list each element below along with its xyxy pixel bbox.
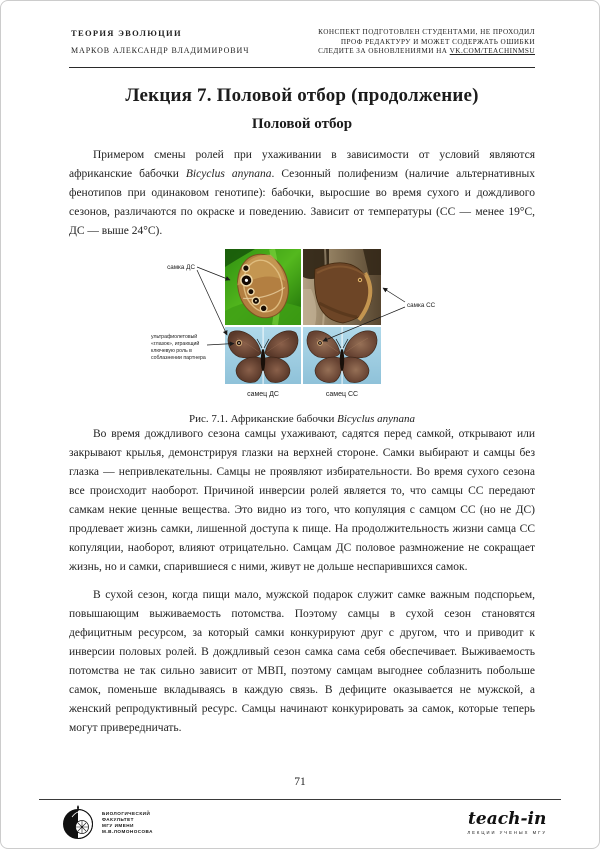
paragraph-1 xyxy=(69,146,535,241)
photo-male-ss xyxy=(303,327,381,384)
svg-text:ключевую роль в: ключевую роль в xyxy=(151,348,192,354)
figure-caption-text: Рис. 7.1. Африканские бабочки xyxy=(188,413,338,425)
figure-caption xyxy=(69,413,535,425)
annotation-arrow xyxy=(197,270,227,335)
label-female-ds: самка ДС xyxy=(167,264,195,271)
photo-female-ds xyxy=(225,249,301,325)
svg-text:ультрафиолетовый: ультрафиолетовый xyxy=(151,334,198,340)
teach-in-logo xyxy=(467,811,547,835)
disclaimer-line-1: КОНСПЕКТ ПОДГОТОВЛЕН СТУДЕНТАМИ, НЕ ПРОХОДИЛ xyxy=(318,28,535,36)
disclaimer-line-3 xyxy=(318,47,535,57)
svg-text:«глазок», играющий: «глазок», играющий xyxy=(151,341,200,347)
paragraph-2: Во время дождливого сезона самцы ухаживают, садятся перед самкой, открывают или закрывают крылья, демонстрируя глазки на верхней стороне. Самки выбирают и самцы без глазка — непривлекательны. Самцы не проявляют избирательности. Во время сухого сезона все происходит наоборот. Причиной инверсии ролей является то, что самцы СС передают самкам некие ценные вещества. Это видно из того, что копуляция с самцом СС (но не ДС) продлевает жизнь самки, лишенной доступа к пище. На продолжительность жизни самца СС копуляции, наоборот, влияют отрицательно. Самцам ДС половое размножение не сокращает жизнь, но и самки, спарившиеся с ними, живут не дольше неспарившихся самок. xyxy=(69,428,535,573)
author-name: МАРКОВ АЛЕКСАНДР ВЛАДИМИРОВИЧ xyxy=(71,46,250,55)
label-female-ss: самка СС xyxy=(407,302,436,309)
paragraph-1-text: Примером смены ролей при ухаживании в зависимости от условий являются африканские бабочки xyxy=(69,149,535,180)
vk-link[interactable]: VK.COM/TEACHINMSU xyxy=(449,47,535,56)
paragraph-3: В сухой сезон, когда пищи мало, мужской подарок служит самке важным подспорьем, повышающим выживаемость потомства. Поэтому самцы в сухой сезон становятся дефицитным ресурсом, за который самки конкурируют друг с другом, что и приводит к инверсии половых ролей. В дождливый сезон самка сама себя обеспечивает. Выживаемость потомства не так сильно зависит от МВП, поэтому самцам выгоднее соблазнить побольше самок, поменьше вкладываясь в каждую связь. В дефиците оказывается не мужской, а женский репродуктивный ресурс. Самцы начинают конкурировать за самок, которые теперь могут привередничать. xyxy=(69,589,535,734)
lecture-title: Лекция 7. Половой отбор (продолжение) xyxy=(125,85,479,106)
teach-in-wordmark: teach-in xyxy=(468,809,547,829)
course-title: ТЕОРИЯ ЭВОЛЮЦИИ xyxy=(71,28,182,38)
faculty-name: БИОЛОГИЧЕСКИЙ ФАКУЛЬТЕТ МГУ ИМЕНИ М.В.ЛОМОНОСОВА xyxy=(102,811,153,834)
header-left-block xyxy=(71,28,249,57)
photo-male-ds xyxy=(225,327,301,384)
faculty-block xyxy=(61,805,153,841)
label-uv-eyespot xyxy=(151,333,206,361)
paragraph-1-text-cont: . Сезонный полифенизм (наличие альтернативных фенотипов при одинаковом генотипе): бабочки, выросшие во время сухого и дождливого сезонов, различаются по окраске и поведению. Зависит от температуры (СС — менее 19°C, ДС — выше 24°C). xyxy=(69,168,535,237)
figure-caption-species-italic: Bicyclus anynana xyxy=(337,413,416,425)
page-header xyxy=(71,28,535,57)
teach-in-tagline: ЛЕКЦИИ УЧЕНЫХ МГУ xyxy=(467,830,547,835)
label-male-ds: самец ДС xyxy=(247,391,279,398)
svg-text:соблазнении партнера: соблазнении партнера xyxy=(151,355,206,361)
section-title: Половой отбор xyxy=(251,116,353,132)
msu-emblem-logo xyxy=(61,805,95,841)
page-number: 71 xyxy=(294,776,306,788)
disclaimer-line-3-text: СЛЕДИТЕ ЗА ОБНОВЛЕНИЯМИ НА xyxy=(318,47,450,56)
photo-female-ss xyxy=(303,249,381,325)
figure-7-1 xyxy=(69,249,535,425)
butterfly-figure-image xyxy=(151,249,453,401)
disclaimer-block xyxy=(318,28,535,57)
label-male-ss: самец СС xyxy=(325,391,359,398)
footer-divider xyxy=(39,799,561,800)
annotation-arrow xyxy=(383,288,405,302)
page-footer xyxy=(61,805,547,841)
disclaimer-line-2: ПРОФ РЕДАКТУРУ И МОЖЕТ СОДЕРЖАТЬ ОШИБКИ xyxy=(340,37,535,46)
species-name-italic: Bicyclus anynana xyxy=(185,168,272,180)
page-content xyxy=(69,85,535,738)
header-divider xyxy=(69,67,535,68)
